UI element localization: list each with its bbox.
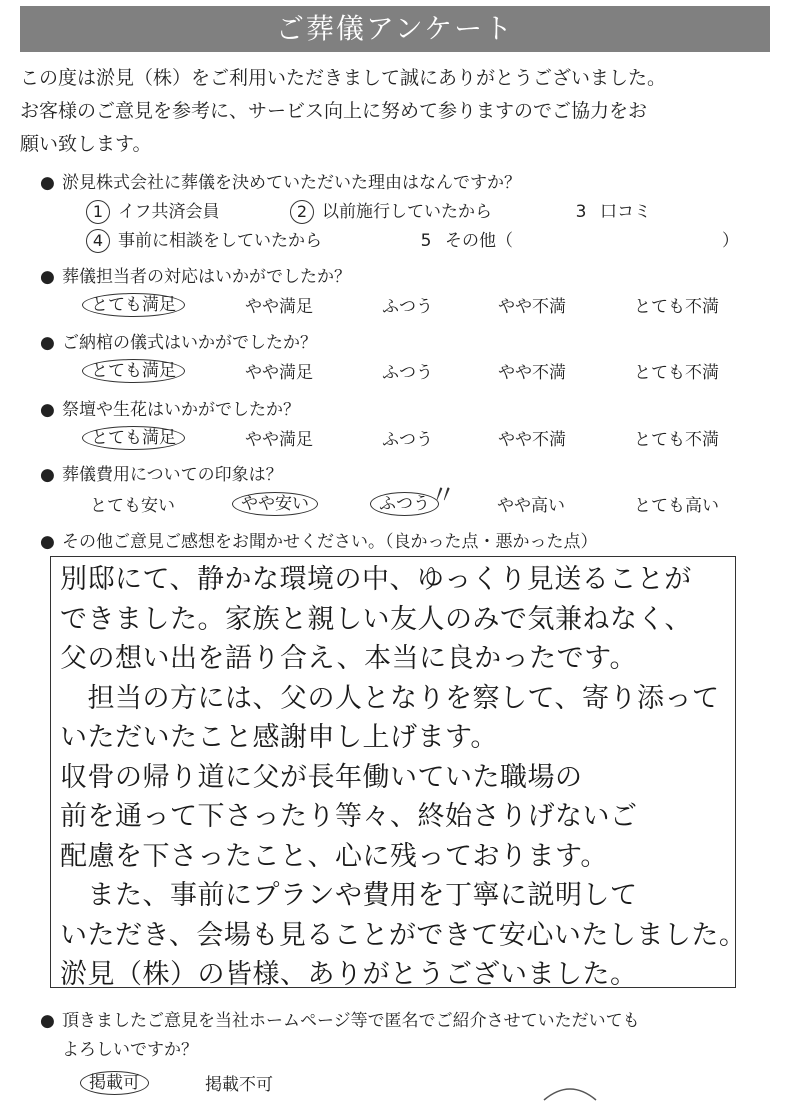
- comment-line: 父の想い出を語り合え、本当に良かったです。: [60, 643, 637, 674]
- circled-answer: とても満足: [82, 293, 185, 317]
- option-label: 以前施行していたから: [322, 202, 492, 222]
- question-publish-line2: よろしいですか？: [62, 1040, 198, 1060]
- encoffin-option-very-dissatisfied[interactable]: とても不満: [634, 363, 719, 383]
- intro-line: この度は淤見（株）をご利用いただきまして誠にありがとうございました。: [20, 67, 667, 89]
- intro-text: [20, 62, 780, 161]
- circled-answer: とても満足: [82, 426, 185, 450]
- bullet-icon: ●: [40, 333, 55, 353]
- cost-option-very-expensive[interactable]: とても高い: [634, 496, 719, 516]
- circled-answer: やや安い: [232, 492, 318, 516]
- bullet-icon: ●: [40, 400, 55, 420]
- question-text: その他ご意見ご感想をお聞かせください。（良かった点・悪かった点）: [62, 532, 598, 552]
- publish-option-ok[interactable]: [80, 1068, 149, 1093]
- altar-option-very-satisfied[interactable]: [82, 423, 185, 448]
- comment-line: 別邸にて、静かな環境の中、ゆっくり見送ることが: [60, 564, 692, 595]
- option-number: 4: [86, 229, 110, 253]
- comment-line: 淤見（株）の皆様、ありがとうございました。: [60, 959, 638, 990]
- option-number: 3: [575, 202, 587, 222]
- question-staff: [40, 262, 351, 287]
- question-comments: [40, 527, 598, 552]
- altar-option-neutral[interactable]: ふつう: [382, 430, 433, 450]
- altar-option-satisfied[interactable]: やや満足: [245, 430, 313, 450]
- handwritten-comment: [60, 560, 750, 995]
- comment-line: 収骨の帰り道に父が長年働いていた職場の: [60, 761, 583, 793]
- publish-option-ng[interactable]: 掲載不可: [205, 1075, 273, 1095]
- comment-line: 配慮を下さったこと、心に残っております。: [60, 840, 608, 872]
- intro-line: 願い致します。: [20, 133, 152, 155]
- circled-answer: とても満足: [82, 359, 185, 383]
- cost-option-neutral[interactable]: [370, 489, 439, 514]
- question-text: 淤見株式会社に葬儀を決めていただいた理由はなんですか？: [62, 173, 521, 193]
- bullet-icon: ●: [40, 173, 55, 193]
- option-label: 口コミ: [600, 202, 651, 222]
- cost-option-cheap[interactable]: [232, 489, 318, 514]
- comment-line: 担当の方には、父の人となりを察して、寄り添って: [60, 682, 720, 714]
- reason-other-close: ）: [722, 231, 739, 251]
- strike-mark-icon: 〃: [430, 481, 457, 511]
- comment-line: いただいたこと感謝申し上げます。: [60, 722, 498, 753]
- encoffin-option-neutral[interactable]: ふつう: [382, 363, 433, 383]
- staff-option-satisfied[interactable]: やや満足: [245, 297, 313, 317]
- bullet-icon: ●: [40, 465, 55, 485]
- reason-option-1[interactable]: [86, 197, 220, 224]
- staff-option-dissatisfied[interactable]: やや不満: [498, 297, 566, 317]
- circled-answer: 掲載可: [80, 1071, 149, 1095]
- comment-line: いただき、会場も見ることができて安心いたしました。: [60, 919, 747, 951]
- bullet-icon: ●: [40, 1011, 55, 1031]
- intro-line: お客様のご意見を参考に、サービス向上に努めて参りますのでご協力をお: [20, 100, 648, 122]
- option-number: 5: [420, 231, 432, 251]
- comment-line: また、事前にプランや費用を丁寧に説明して: [60, 880, 638, 911]
- question-encoffinment: [40, 328, 317, 353]
- cost-option-expensive[interactable]: やや高い: [497, 496, 565, 516]
- reason-option-5[interactable]: [415, 226, 513, 251]
- cost-option-very-cheap[interactable]: とても安い: [90, 496, 175, 516]
- question-altar: [40, 395, 300, 420]
- altar-option-very-dissatisfied[interactable]: とても不満: [634, 430, 719, 450]
- option-number: 2: [290, 200, 314, 224]
- option-label: イフ共済会員: [118, 202, 220, 222]
- option-label: 事前に相談をしていたから: [118, 231, 322, 251]
- stamp-partial-icon: [540, 1082, 600, 1101]
- question-text: 頂きましたご意見を当社ホームページ等で匿名でご紹介させていただいても: [62, 1011, 640, 1031]
- question-publish: [40, 1006, 640, 1031]
- question-text: 葬儀費用についての印象は？: [62, 465, 283, 485]
- survey-title: ご葬儀アンケート: [20, 6, 770, 52]
- staff-option-neutral[interactable]: ふつう: [382, 297, 433, 317]
- bullet-icon: ●: [40, 267, 55, 287]
- question-text: ご納棺の儀式はいかがでしたか？: [62, 333, 317, 353]
- encoffin-option-satisfied[interactable]: やや満足: [245, 363, 313, 383]
- reason-option-2[interactable]: [290, 197, 492, 224]
- encoffin-option-very-satisfied[interactable]: [82, 356, 185, 381]
- bullet-icon: ●: [40, 532, 55, 552]
- option-label: その他（: [445, 231, 513, 251]
- reason-option-4[interactable]: [86, 226, 322, 253]
- staff-option-very-satisfied[interactable]: [82, 290, 185, 315]
- question-cost: [40, 460, 283, 485]
- question-text: 葬儀担当者の対応はいかがでしたか？: [62, 267, 351, 287]
- reason-option-3[interactable]: [570, 197, 651, 222]
- circled-answer: ふつう: [370, 492, 439, 516]
- encoffin-option-dissatisfied[interactable]: やや不満: [498, 363, 566, 383]
- altar-option-dissatisfied[interactable]: やや不満: [498, 430, 566, 450]
- staff-option-very-dissatisfied[interactable]: とても不満: [634, 297, 719, 317]
- comment-line: 前を通って下さったり等々、終始さりげないご: [60, 801, 638, 832]
- option-number: 1: [86, 200, 110, 224]
- question-text: 祭壇や生花はいかがでしたか？: [62, 400, 300, 420]
- question-reason: [40, 168, 521, 193]
- comment-line: できました。家族と親しい友人のみで気兼ねなく、: [60, 603, 692, 635]
